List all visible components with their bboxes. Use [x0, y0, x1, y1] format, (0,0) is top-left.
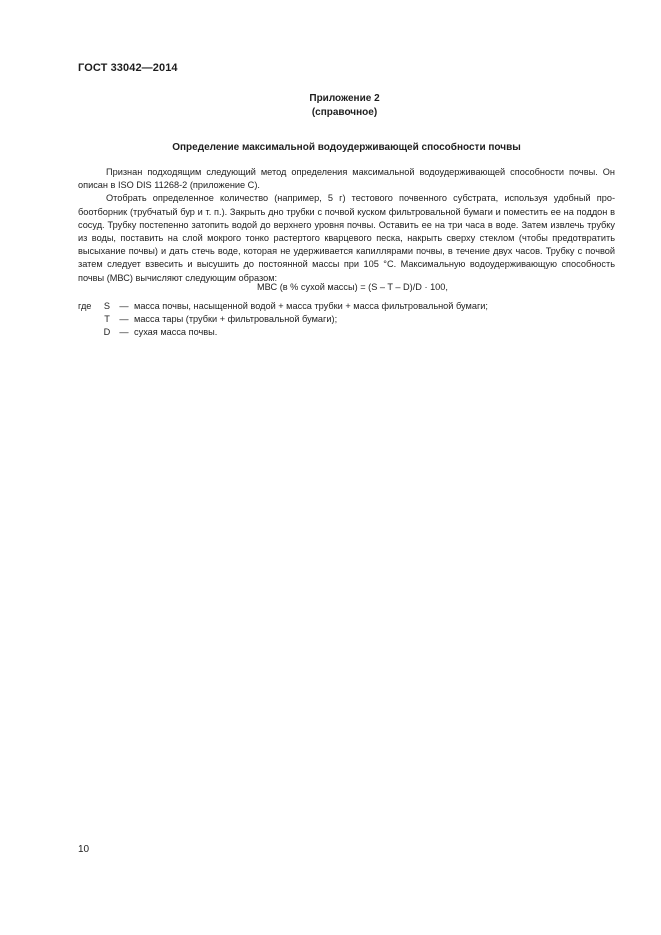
- paragraph: Признан подходящим следующий метод определения максимальной водоудерживающей способности почвы. Он описан в ISO DIS 11268-2 (приложение С).: [78, 167, 615, 191]
- legend-text: масса тары (трубки + фильтровальной бумаги);: [134, 314, 338, 325]
- formula-legend: [78, 300, 488, 340]
- body-text: [78, 166, 615, 285]
- legend-dash: —: [119, 327, 129, 338]
- annex-title: Приложение 2: [309, 93, 380, 104]
- legend-dash: —: [119, 314, 129, 325]
- legend-row: [78, 313, 488, 326]
- section-title: Определение максимальной водоудерживающей способности почвы: [172, 142, 521, 153]
- legend-row: [78, 300, 488, 313]
- legend-where-label: где: [78, 301, 92, 311]
- legend-text: масса почвы, насыщенной водой + масса трубки + масса фильтровальной бумаги;: [134, 301, 488, 311]
- legend-symbol: D: [103, 327, 111, 338]
- legend-dash: —: [119, 301, 129, 311]
- legend-row: [78, 326, 488, 339]
- annex-subtitle: (справочное): [311, 107, 378, 118]
- legend-text: сухая масса почвы.: [134, 327, 218, 338]
- paragraph: Отобрать определенное количество (например, 5 г) тестового почвенного субстрата, используя удобный пробоотборник (трубчатый бур и т. п.). Закрыть дно трубки с почвой куском фильтровальной бумаги и поместить ее на поддон в сосуд. Трубку постепенно затопить водой до верхнего уровня почвы. Оставить ее на три часа в воде. Затем извлечь трубку из воды, поставить на слой мокрого тонко растертого кварцевого песка, накрыть сверху стеклом (чтобы предотвратить высыхание почвы) и дать стечь воде, которая не удерживается капиллярами почвы, в течение двух часов. Трубку с почвой затем следует взвесить и высушить до постоянной массы при 105 °С. Максимальную водоудерживающую способность почвы (МВС) вычисляют следующим образом:: [78, 193, 615, 283]
- legend-symbol: S: [103, 301, 111, 311]
- document-code: ГОСТ 33042—2014: [78, 62, 178, 74]
- page-number: 10: [78, 844, 90, 855]
- legend-symbol: T: [104, 314, 110, 325]
- annex-heading: [14, 92, 661, 120]
- formula: МВС (в % сухой массы) = (S – T – D)/D · 100,: [257, 282, 448, 292]
